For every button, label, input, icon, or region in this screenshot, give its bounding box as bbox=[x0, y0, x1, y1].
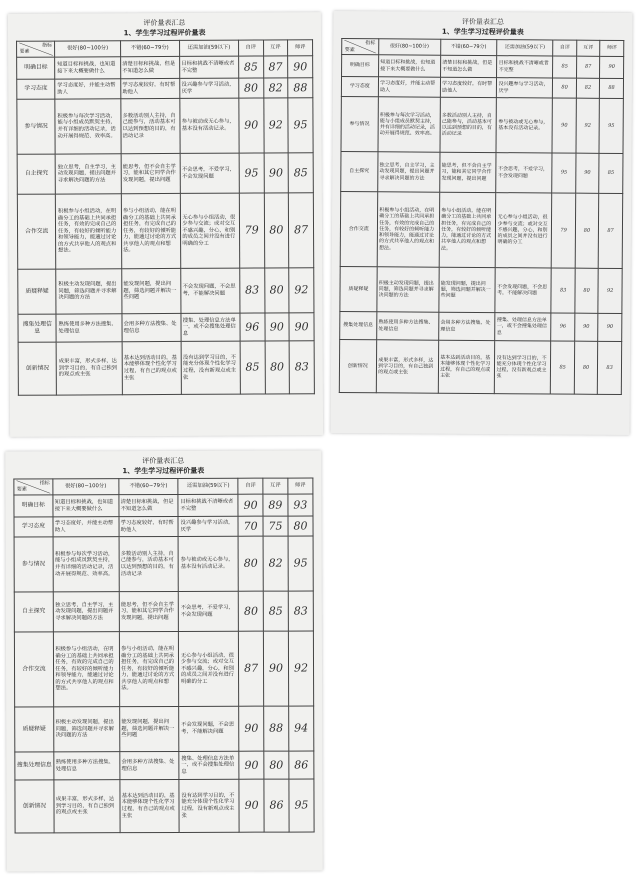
ok-description: 清楚目标和挑战，但是不知道怎么做 bbox=[119, 494, 179, 516]
ok-description: 基本达到活动目的，基本能够体现个性化学习过程，有自己的观点或主张 bbox=[438, 340, 495, 393]
indicator-name: 参与情况 bbox=[14, 537, 53, 592]
ok-description: 能思考，但不会自主学习，能和其它同学合作发现问题，提出问题 bbox=[121, 153, 180, 193]
self-score: 96 bbox=[551, 313, 575, 341]
header-needs-work: 还需加油(59以下) bbox=[497, 40, 554, 56]
indicator-name: 搜集处理信息 bbox=[18, 314, 57, 342]
header-needs-work: 还需加油(59以下) bbox=[179, 40, 238, 56]
teacher-score: 80 bbox=[288, 516, 313, 536]
needs-description: 无心参与小组活动，很少参与交流；或对交互不感兴趣，分心，和别的成员之间并没有进行明确的分工 bbox=[180, 193, 240, 268]
indicator-name: 质疑释疑 bbox=[15, 707, 54, 752]
needs-description: 搜集、处理信息方法单一，或不会搜集处理信息 bbox=[181, 313, 240, 341]
table-row bbox=[15, 779, 314, 833]
good-description: 熟练使用多种方法搜集、处理信息 bbox=[56, 314, 121, 342]
needs-description: 不会发现问题，不会思考，不能解决问题 bbox=[180, 268, 239, 313]
table-row bbox=[17, 193, 313, 270]
table-row bbox=[17, 56, 313, 80]
teacher-score: 83 bbox=[289, 341, 314, 394]
indicator-name: 学习态度 bbox=[14, 517, 53, 537]
teacher-score: 95 bbox=[289, 779, 314, 832]
table-row bbox=[14, 516, 313, 537]
header-ok: 不错(60~79分) bbox=[120, 40, 179, 56]
table-row bbox=[14, 494, 313, 517]
good-description: 积极主动发现问题，提出问题，筛选问题并寻求解决问题的方法 bbox=[54, 707, 120, 752]
self-score: 90 bbox=[239, 98, 264, 153]
corner-label-indicator: 指标 bbox=[365, 40, 376, 47]
peer-score: 80 bbox=[264, 268, 289, 313]
self-score: 70 bbox=[238, 516, 263, 536]
table-row bbox=[341, 152, 623, 194]
ok-description: 能思考，但不会自主学习，能和其它同学合作发现问题，提出问题 bbox=[119, 591, 179, 631]
needs-description: 不会发现问题，不会思考，不能解决问题 bbox=[179, 706, 239, 751]
needs-description: 没有达到学习目的，不能充分体现个性化学习过程，没有新观点或主张 bbox=[494, 341, 551, 394]
ok-description: 基本达到活动目的，基本能够体现个性化学习过程，有自己的观点或主张 bbox=[122, 341, 181, 394]
needs-description: 不会思考，不爱学习，不会发现问题 bbox=[180, 153, 239, 193]
evaluation-sheet-3 bbox=[5, 450, 322, 871]
peer-score: 75 bbox=[263, 516, 288, 536]
self-score: 85 bbox=[239, 56, 264, 78]
peer-score: 86 bbox=[264, 779, 289, 832]
peer-score: 88 bbox=[264, 706, 289, 751]
table-row bbox=[14, 536, 313, 592]
self-score: 85 bbox=[551, 341, 575, 394]
header-ok: 不错(60~79分) bbox=[118, 478, 178, 494]
teacher-score: 83 bbox=[288, 591, 313, 631]
evaluation-table bbox=[16, 39, 315, 396]
self-score: 90 bbox=[239, 779, 264, 832]
self-score: 80 bbox=[238, 536, 263, 591]
teacher-score: 92 bbox=[289, 268, 314, 313]
header-good: 很好(80~100分) bbox=[55, 41, 120, 57]
table-row bbox=[341, 97, 623, 154]
table-row bbox=[342, 55, 624, 79]
good-description: 熟练使用多种方法搜集、处理信息 bbox=[54, 752, 120, 780]
header-teacher: 师评 bbox=[288, 40, 313, 56]
needs-description: 搜集、处理信息方法单一，或不会搜集处理信息 bbox=[495, 313, 552, 341]
self-score: 83 bbox=[551, 268, 575, 313]
header-peer: 互评 bbox=[577, 40, 601, 56]
header-good: 很好(80~100分) bbox=[53, 479, 119, 495]
ok-description: 清楚目标和挑战，但是不知道怎么做 bbox=[120, 56, 179, 78]
needs-description: 参与被动或无心参与，基本没有活动记录。 bbox=[180, 98, 239, 153]
good-description: 知道目标和挑战，也知道接下来大概要做什么 bbox=[55, 57, 120, 79]
peer-score: 80 bbox=[574, 341, 598, 394]
indicator-name: 参与情况 bbox=[341, 97, 378, 152]
teacher-score: 90 bbox=[288, 56, 313, 78]
ok-description: 参与小组活动，能在明确分工的基础上共同承担任务，有完成自己的任务，有较好的倾听能力，能通过讨论的方式共享他人的观点和想法。 bbox=[119, 631, 179, 706]
peer-score: 87 bbox=[263, 56, 288, 78]
sheet-title: 评价量表汇总 bbox=[461, 17, 504, 27]
indicator-name: 搜集处理信息 bbox=[340, 312, 377, 340]
table-row bbox=[14, 591, 313, 632]
self-score: 95 bbox=[552, 153, 576, 193]
needs-description: 不会发现问题，不会思考，不能解决问题 bbox=[495, 268, 552, 313]
header-self: 自评 bbox=[238, 478, 263, 494]
good-description: 学习态度好，并能主动帮助人 bbox=[378, 77, 440, 97]
good-description: 成果丰富，形式多样，达到学习目的，有自己独到的观点或主张 bbox=[57, 342, 122, 395]
peer-score: 89 bbox=[263, 494, 288, 516]
teacher-score: 90 bbox=[598, 313, 622, 341]
needs-description: 没兴趣参与学习活动，厌学 bbox=[496, 78, 553, 98]
peer-score: 90 bbox=[264, 313, 289, 341]
needs-description: 参与被动或无心参与，基本没有活动记录。 bbox=[496, 98, 553, 153]
good-description: 积极主动发现问题，提出问题，筛选问题并寻求解决问题的方法 bbox=[56, 269, 121, 314]
corner-label-indicator: 指标 bbox=[41, 42, 53, 49]
ok-description: 学习态度较好，有时帮助他人 bbox=[119, 516, 179, 536]
self-score: 90 bbox=[239, 706, 264, 751]
header-peer: 互评 bbox=[263, 40, 288, 56]
teacher-score: 95 bbox=[288, 98, 313, 153]
corner-header-cell bbox=[17, 41, 56, 57]
header-needs-work: 还需加油(59以下) bbox=[178, 478, 238, 494]
indicator-name: 质疑释疑 bbox=[18, 269, 57, 314]
good-description: 积极参与小组活动，在明确分工的基础上共同承担任务，有效的完成自己的任务，有较好的倾听能力和领导能力，能通过讨论的方式共享他人的观点和想法。 bbox=[53, 632, 119, 707]
peer-score: 80 bbox=[265, 341, 290, 394]
peer-score: 82 bbox=[263, 78, 288, 98]
self-score: 85 bbox=[240, 341, 265, 394]
indicator-name: 自主探究 bbox=[14, 592, 53, 632]
teacher-score: 85 bbox=[599, 153, 623, 193]
good-description: 积极参与每次学习活动，能与小组成员默契主持，并有详细的活动记录，活动开展得规范、效率高。 bbox=[55, 99, 120, 154]
header-peer: 互评 bbox=[263, 478, 288, 494]
indicator-name: 自主探究 bbox=[17, 154, 56, 194]
sheet-subtitle: 1、学生学习过程评价量表 bbox=[122, 466, 205, 476]
table-row bbox=[340, 312, 622, 342]
peer-score: 90 bbox=[263, 631, 288, 706]
ok-description: 会用多种方法搜集、处理信息 bbox=[438, 312, 495, 340]
corner-label-indicator: 指标 bbox=[39, 480, 50, 487]
indicator-name: 合作交流 bbox=[17, 194, 56, 269]
needs-description: 目标和挑战不清晰或者不完整 bbox=[497, 56, 554, 78]
needs-description: 没兴趣参与学习活动，厌学 bbox=[178, 516, 238, 536]
ok-description: 学习态度较好，有时帮助他人 bbox=[120, 78, 179, 98]
ok-description: 能发现问题，提出问题，筛选问题并解决一些问题 bbox=[121, 268, 180, 313]
needs-description: 目标和挑战不清晰或者不完整 bbox=[178, 494, 238, 516]
self-score: 85 bbox=[553, 56, 577, 78]
self-score: 80 bbox=[238, 591, 263, 631]
needs-description: 没兴趣参与学习活动，厌学 bbox=[180, 78, 239, 98]
corner-header-cell bbox=[342, 39, 379, 55]
corner-header-cell bbox=[14, 479, 53, 495]
good-description: 积极参与小组活动，在明确分工的基础上共同承担任务，有效的完成自己的任务，有较好的倾听能力和领导能力，能通过讨论的方式共享他人的观点和想法。 bbox=[377, 192, 440, 267]
teacher-score: 83 bbox=[598, 341, 622, 394]
peer-score: 87 bbox=[576, 56, 600, 78]
peer-score: 80 bbox=[575, 193, 599, 268]
needs-description: 参与被动或无心参与，基本没有活动记录。 bbox=[178, 536, 238, 591]
peer-score: 80 bbox=[575, 268, 599, 313]
ok-description: 学习态度较好，有时帮助他人 bbox=[440, 77, 497, 97]
sheet-title: 评价量表汇总 bbox=[143, 18, 186, 28]
needs-description: 不会思考，不爱学习，不会发现问题 bbox=[179, 591, 239, 631]
good-description: 学习态度好，并能主动帮助人 bbox=[53, 517, 119, 537]
teacher-score: 90 bbox=[289, 313, 314, 341]
self-score: 83 bbox=[240, 268, 265, 313]
good-description: 独立思考，自主学习，主动发现问题，提出问题并寻求解决问题的方法 bbox=[53, 592, 119, 632]
teacher-score: 94 bbox=[289, 706, 314, 751]
evaluation-sheet-1 bbox=[8, 12, 323, 437]
ok-description: 多数活动别人主持，自己能参与，活动基本可以达到预想的目的，有活动记录 bbox=[120, 98, 179, 153]
ok-description: 能发现问题，提出问题，筛选问题并解决一些问题 bbox=[119, 706, 179, 751]
self-score: 79 bbox=[239, 193, 264, 268]
peer-score: 80 bbox=[264, 193, 289, 268]
header-teacher: 师评 bbox=[600, 40, 624, 56]
teacher-score: 95 bbox=[288, 536, 313, 591]
ok-description: 能思考，但不会自主学习，能和其它同学合作发现问题，提出问题 bbox=[439, 152, 496, 192]
indicator-name: 参与情况 bbox=[17, 99, 56, 154]
ok-description: 能发现问题，提出问题，筛选问题并解决一些问题 bbox=[439, 267, 496, 312]
peer-score: 90 bbox=[576, 153, 600, 193]
self-score: 90 bbox=[239, 751, 264, 779]
good-description: 成果丰富，形式多样，达到学习目的，有自己独到的观点或主张 bbox=[54, 780, 120, 833]
peer-score: 92 bbox=[263, 98, 288, 153]
header-good: 很好(80~100分) bbox=[378, 39, 440, 55]
teacher-score: 92 bbox=[598, 268, 622, 313]
self-score: 95 bbox=[239, 153, 264, 193]
self-score: 80 bbox=[239, 78, 264, 98]
indicator-name: 合作交流 bbox=[14, 632, 53, 707]
evaluation-table bbox=[13, 477, 314, 833]
sheet-subtitle: 1、学生学习过程评价量表 bbox=[123, 28, 206, 38]
corner-label-element: 要素 bbox=[344, 46, 355, 53]
good-description: 积极主动发现问题，提出问题，筛选问题并寻求解决问题的方法 bbox=[377, 267, 439, 312]
needs-description: 无心参与小组活动，很少参与交流；或对交互不感兴趣，分心，和别的成员之间并没有进行明确的分工 bbox=[179, 631, 239, 706]
indicator-name: 质疑释疑 bbox=[340, 267, 377, 312]
sheet-subtitle: 1、学生学习过程评价量表 bbox=[441, 27, 524, 37]
self-score: 96 bbox=[240, 313, 265, 341]
header-self: 自评 bbox=[553, 40, 577, 56]
ok-description: 多数活动别人主持，自己能参与，活动基本可以达到预想的目的，有活动记录 bbox=[440, 97, 497, 152]
corner-label-element: 要素 bbox=[16, 486, 27, 493]
ok-description: 清楚目标和挑战，但是不知道怎么做 bbox=[440, 55, 497, 77]
indicator-name: 明确目标 bbox=[342, 55, 379, 77]
teacher-score: 87 bbox=[288, 193, 313, 268]
header-teacher: 师评 bbox=[288, 478, 313, 494]
peer-score: 85 bbox=[263, 591, 288, 631]
good-description: 学习态度好，并能主动帮助人 bbox=[55, 79, 120, 99]
peer-score: 90 bbox=[575, 313, 599, 341]
good-description: 积极参与每次学习活动，能与小组成员默契主持，并有详细的活动记录，活动开展得规范、效率高。 bbox=[53, 537, 119, 592]
indicator-name: 搜集处理信息 bbox=[15, 752, 54, 780]
peer-score: 82 bbox=[576, 78, 600, 98]
sheet-title: 评价量表汇总 bbox=[142, 456, 185, 466]
table-row bbox=[17, 153, 313, 195]
evaluation-table bbox=[339, 38, 624, 395]
table-row bbox=[14, 631, 313, 707]
ok-description: 参与小组活动，能在明确分工的基础上共同承担任务，有完成自己的任务，有较好的倾听能力，能通过讨论的方式共享他人的观点和想法。 bbox=[121, 193, 181, 268]
indicator-name: 学习态度 bbox=[341, 77, 378, 97]
teacher-score: 90 bbox=[600, 56, 624, 78]
ok-description: 多数活动别人主持，自己能参与，活动基本可以达到预想的目的，有活动记录 bbox=[119, 536, 179, 591]
header-self: 自评 bbox=[238, 40, 263, 56]
good-description: 积极参与每次学习活动，能与小组成员默契主持，并有详细的活动记录，活动开展得规范、效率高。 bbox=[378, 97, 440, 152]
self-score: 87 bbox=[239, 631, 264, 706]
good-description: 独立思考，自主学习，主动发现问题，提出问题并寻求解决问题的方法 bbox=[56, 154, 121, 194]
header-ok: 不错(60~79分) bbox=[440, 39, 497, 55]
needs-description: 没有达到学习目的，不能充分体现个性化学习过程，没有新观点或主张 bbox=[179, 779, 239, 832]
indicator-name: 明确目标 bbox=[17, 57, 56, 79]
table-row bbox=[18, 268, 314, 315]
good-description: 熟练使用多种方法搜集、处理信息 bbox=[376, 312, 438, 340]
peer-score: 82 bbox=[263, 536, 288, 591]
peer-score: 80 bbox=[264, 751, 289, 779]
table-row bbox=[341, 77, 623, 99]
table-row bbox=[17, 78, 313, 100]
teacher-score: 95 bbox=[599, 98, 623, 153]
table-header-row bbox=[342, 39, 624, 57]
peer-score: 92 bbox=[576, 98, 600, 153]
indicator-name: 明确目标 bbox=[14, 495, 53, 517]
good-description: 知道目标和挑战，也知道接下来大概要做什么 bbox=[53, 495, 119, 517]
table-row bbox=[340, 192, 623, 269]
needs-description: 目标和挑战不清晰或者不完整 bbox=[179, 56, 238, 78]
indicator-name: 合作交流 bbox=[340, 192, 377, 267]
table-row bbox=[15, 751, 314, 780]
indicator-name: 自主探究 bbox=[341, 152, 378, 192]
ok-description: 参与小组活动，能在明确分工的基础上共同承担任务，有完成自己的任务，有较好的倾听能力，能通过讨论的方式共享他人的观点和想法。 bbox=[439, 192, 496, 267]
teacher-score: 87 bbox=[598, 193, 622, 268]
table-row bbox=[17, 98, 313, 155]
teacher-score: 85 bbox=[288, 153, 313, 193]
teacher-score: 92 bbox=[288, 631, 313, 706]
self-score: 79 bbox=[552, 193, 576, 268]
teacher-score: 88 bbox=[600, 78, 624, 98]
table-row bbox=[339, 340, 621, 395]
peer-score: 90 bbox=[264, 153, 289, 193]
teacher-score: 86 bbox=[289, 751, 314, 779]
self-score: 80 bbox=[553, 78, 577, 98]
needs-description: 没有达到学习目的，不能充分体现个性化学习过程，没有新观点或主张 bbox=[181, 341, 240, 394]
ok-description: 基本达到活动目的，基本能够体现个性化学习过程，有自己的观点或主张 bbox=[120, 779, 180, 832]
indicator-name: 创新情况 bbox=[15, 780, 54, 833]
good-description: 积极参与小组活动，在明确分工的基础上共同承担任务，有效的完成自己的任务，有较好的倾听能力和领导能力，能通过讨论的方式共享他人的观点和想法。 bbox=[56, 194, 122, 269]
needs-description: 搜集、处理信息方法单一，或不会搜集处理信息 bbox=[179, 751, 239, 779]
good-description: 知道目标和挑战，也知道接下来大概要做什么 bbox=[378, 55, 440, 77]
indicator-name: 创新情况 bbox=[339, 340, 376, 393]
needs-description: 不会思考，不爱学习，不会发现问题 bbox=[496, 153, 553, 193]
teacher-score: 93 bbox=[288, 494, 313, 516]
table-row bbox=[340, 267, 622, 314]
table-row bbox=[18, 313, 314, 343]
corner-label-element: 要素 bbox=[19, 49, 30, 56]
evaluation-sheet-2 bbox=[331, 11, 633, 435]
self-score: 90 bbox=[238, 494, 263, 516]
indicator-name: 学习态度 bbox=[17, 79, 56, 99]
table-header-row bbox=[17, 40, 313, 58]
good-description: 成果丰富，形式多样，达到学习目的，有自己独到的观点或主张 bbox=[376, 340, 438, 393]
table-row bbox=[15, 706, 314, 752]
ok-description: 会用多种方法搜集、处理信息 bbox=[119, 751, 179, 779]
ok-description: 会用多种方法搜集、处理信息 bbox=[122, 313, 181, 341]
self-score: 90 bbox=[552, 98, 576, 153]
teacher-score: 88 bbox=[288, 78, 313, 98]
good-description: 独立思考，自主学习，主动发现问题，提出问题并寻求解决问题的方法 bbox=[377, 152, 439, 192]
table-row bbox=[18, 341, 314, 396]
table-header-row bbox=[14, 478, 313, 495]
needs-description: 无心参与小组活动，很少参与交流；或对交互不感兴趣，分心，和别的成员之间并没有进行明确的分工 bbox=[495, 193, 552, 268]
indicator-name: 创新情况 bbox=[18, 342, 57, 395]
